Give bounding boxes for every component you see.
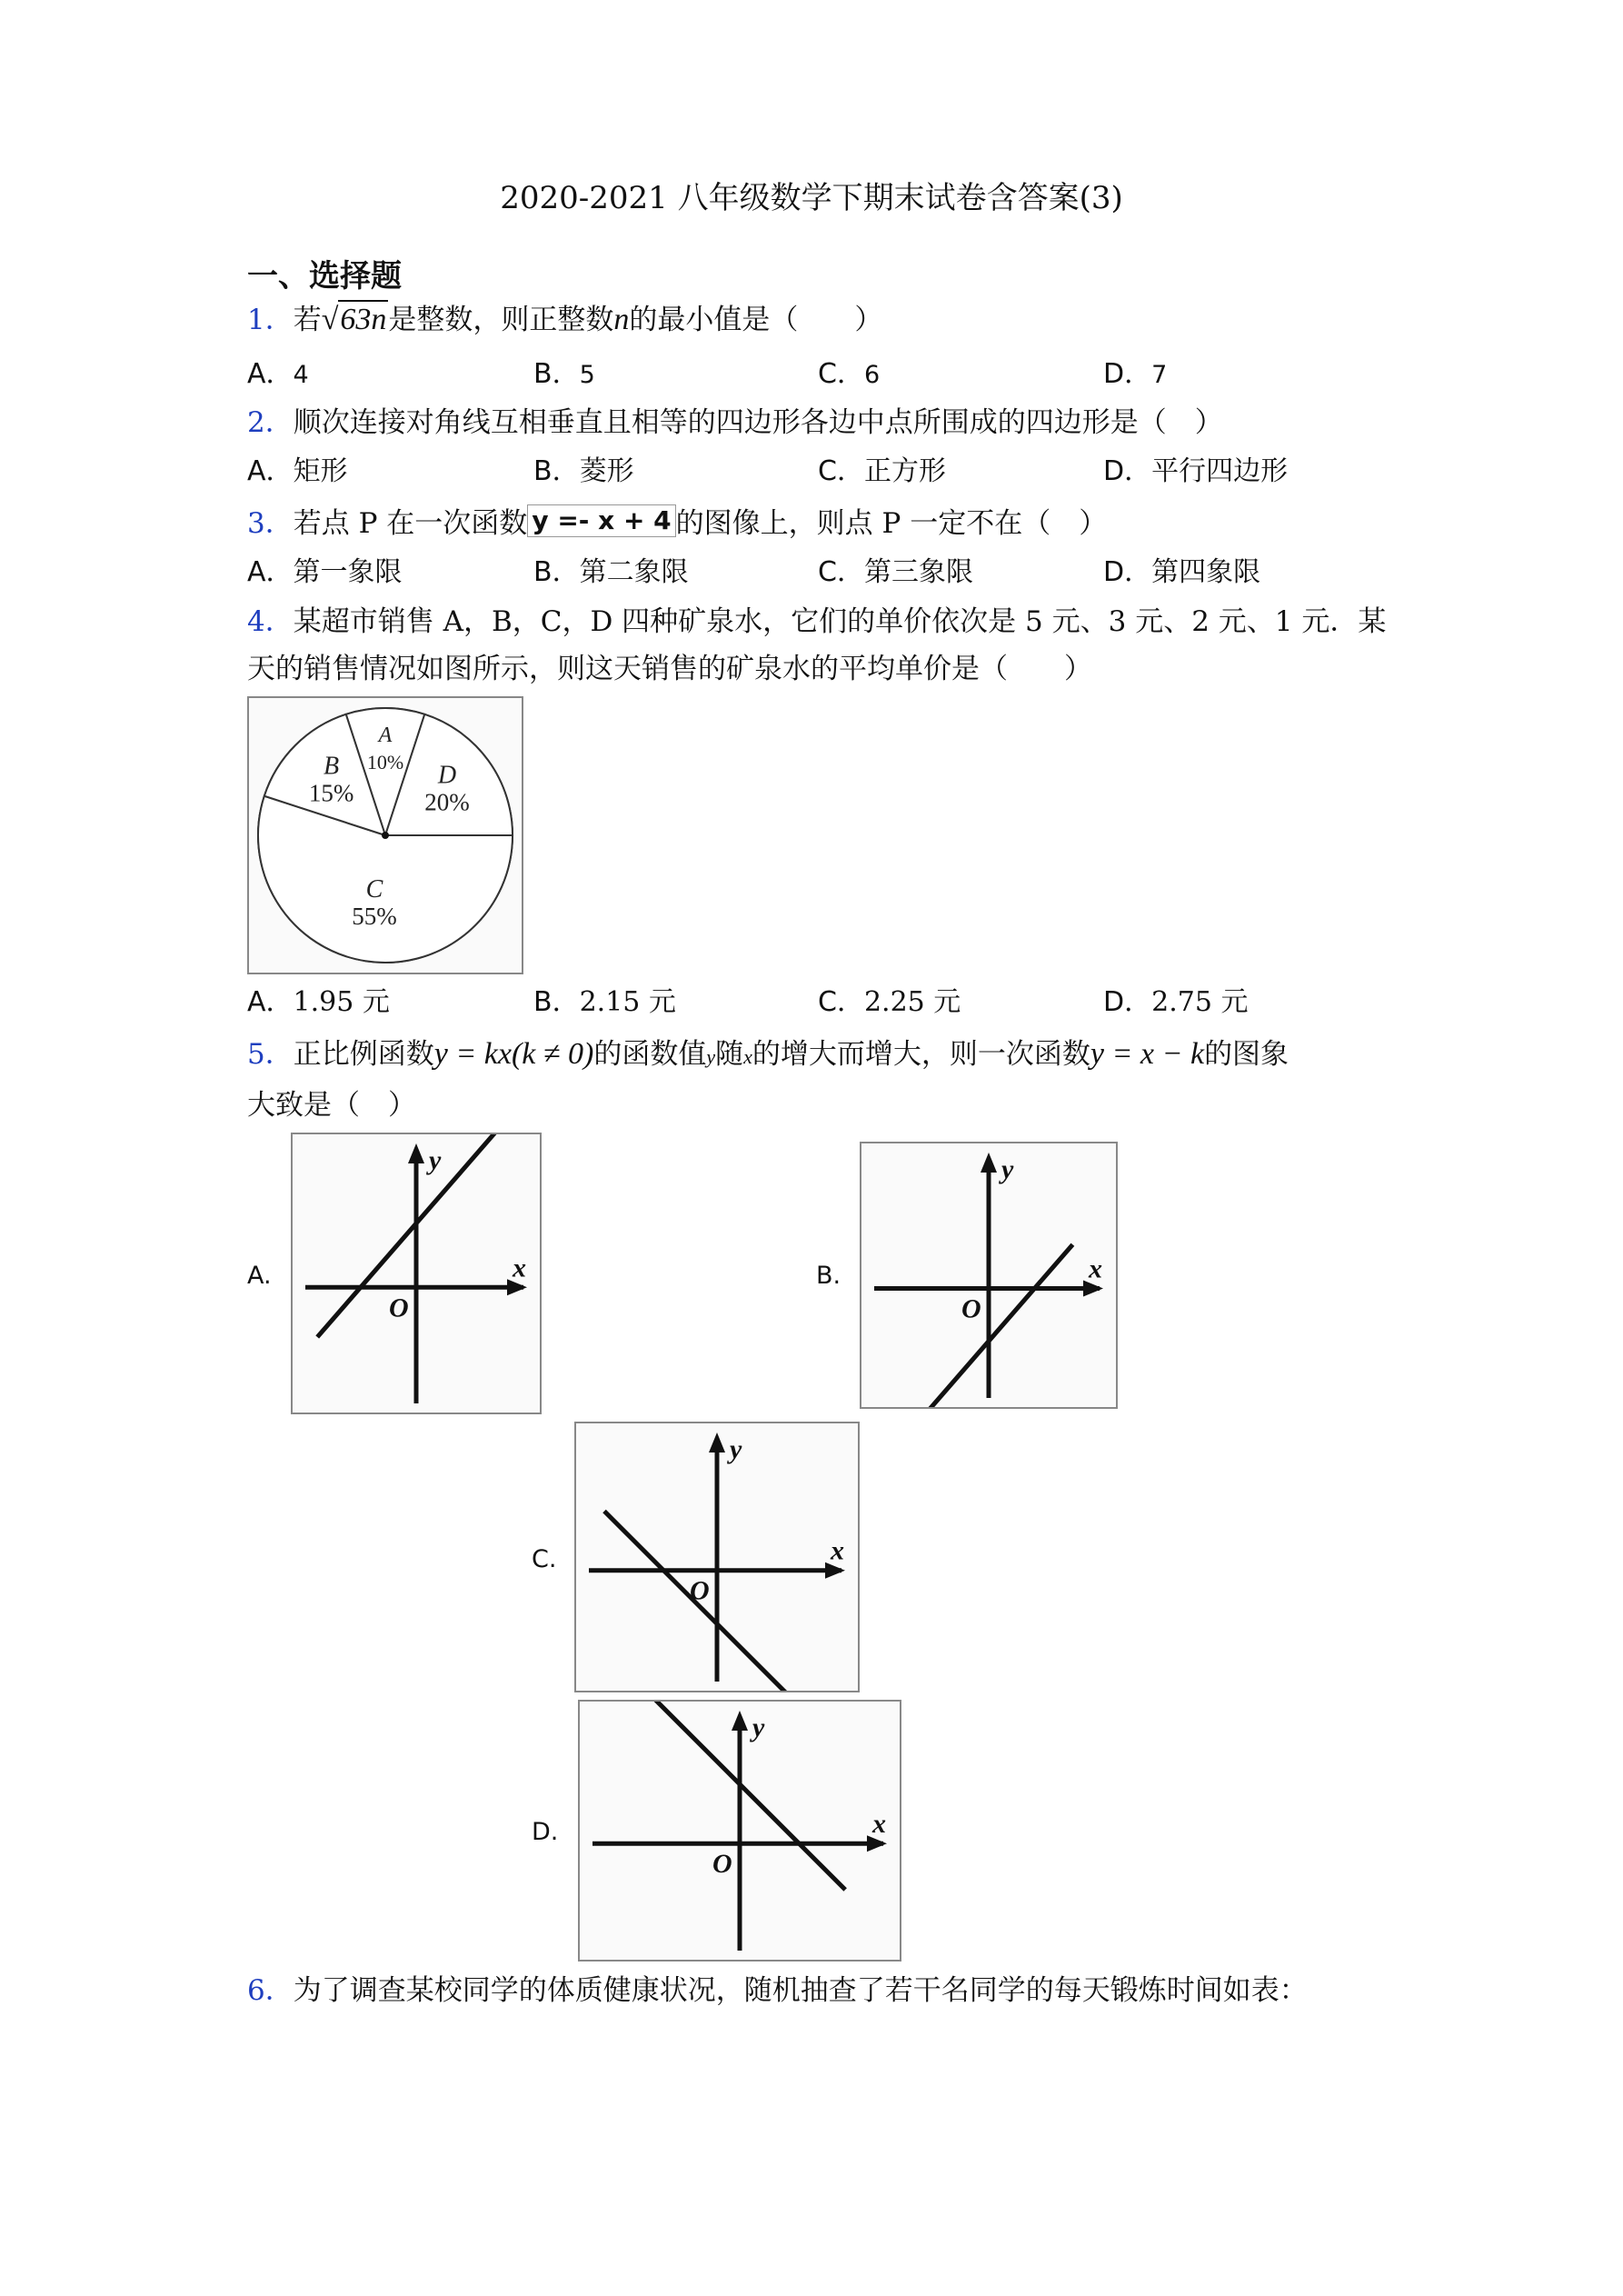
question-1: 1．若√63n是整数，则正整数n的最小值是（ ） <box>247 300 882 338</box>
pie-center-dot <box>382 832 389 839</box>
question-number: 3． <box>247 507 294 540</box>
q2-option-d: D．平行四边形 <box>1103 455 1289 487</box>
graph-option-b <box>860 1142 1118 1409</box>
graph-option-c-label: C. <box>532 1545 557 1573</box>
q1-option-b: B．5 <box>533 358 595 390</box>
y-axis-label: y <box>1001 1154 1014 1184</box>
x-axis-label: x <box>872 1809 886 1840</box>
graph-option-c <box>574 1422 860 1692</box>
origin-label: O <box>712 1849 732 1880</box>
pie-percent-b: 15% <box>308 779 354 807</box>
graph-d-plot <box>580 1702 900 1960</box>
q1-option-d: D．7 <box>1103 358 1168 390</box>
q2-option-a: A．矩形 <box>247 455 348 487</box>
question-number: 4． <box>247 605 294 638</box>
pie-percent-c: 55% <box>352 903 397 931</box>
q2-option-b: B．菱形 <box>533 455 634 487</box>
graph-option-a <box>291 1133 542 1414</box>
y-axis-arrow <box>408 1143 424 1163</box>
graph-a-plot <box>293 1134 540 1413</box>
question-text: 若 <box>293 304 322 336</box>
pie-percent-a: 10% <box>366 750 404 774</box>
question-number: 2． <box>247 406 294 439</box>
graph-option-d <box>578 1700 901 1962</box>
y-axis-arrow <box>981 1153 997 1173</box>
question-number: 6． <box>247 1974 294 2007</box>
q4-option-a: A．1.95 元 <box>247 986 390 1018</box>
graph-c-plot <box>576 1423 858 1691</box>
function-line <box>887 1244 1072 1407</box>
y-axis-label: y <box>730 1434 742 1464</box>
variable-x: x <box>743 1045 752 1068</box>
question-3: 3．若点 P 在一次函数 y =- x + 4 的图像上，则点 P 一定不在（ ） <box>247 505 1108 540</box>
function-expression-1: y = kx(k ≠ 0) <box>433 1037 594 1071</box>
q1-option-a: A．4 <box>247 358 309 390</box>
graph-option-d-label: D. <box>532 1818 559 1846</box>
variable-n: n <box>613 303 630 336</box>
question-text: 为了调查某校同学的体质健康状况，随机抽查了若干名同学的每天锻炼时间如表： <box>293 1974 1308 2007</box>
graph-option-b-label: B. <box>816 1262 841 1290</box>
q4-option-d: D．2.75 元 <box>1103 986 1249 1018</box>
page-title: 2020-2021 八年级数学下期末试卷含答案(3) <box>500 180 1123 216</box>
q3-option-c: C．第三象限 <box>818 556 973 588</box>
question-number: 5． <box>247 1038 294 1071</box>
q1-option-c: C．6 <box>818 358 881 390</box>
section-heading: 一、选择题 <box>247 258 402 294</box>
sqrt-expression: √63n <box>322 303 389 336</box>
pie-chart <box>249 698 522 973</box>
origin-label: O <box>961 1293 981 1324</box>
question-text: 顺次连接对角线互相垂直且相等的四边形各边中点所围成的四边形是（ ） <box>293 406 1223 439</box>
x-axis-label: x <box>831 1535 844 1566</box>
y-axis-arrow <box>732 1711 748 1731</box>
pie-label-d: D <box>437 761 457 790</box>
question-text: 若点 P 在一次函数 <box>293 507 528 540</box>
graph-option-a-label: A. <box>247 1262 272 1290</box>
pie-label-a: A <box>378 723 393 747</box>
q3-option-b: B．第二象限 <box>533 556 689 588</box>
equation-image: y =- x + 4 <box>527 504 675 537</box>
q4-option-c: C．2.25 元 <box>818 986 961 1018</box>
question-text: 某超市销售 A，B，C，D 四种矿泉水，它们的单价依次是 5 元、3 元、2 元、1 元．某 <box>293 605 1387 638</box>
y-axis-label: y <box>752 1712 765 1742</box>
origin-label: O <box>690 1575 710 1606</box>
y-axis-label: y <box>429 1145 442 1175</box>
question-5-line-2: 大致是（ ） <box>247 1089 416 1122</box>
question-number: 1． <box>247 304 294 336</box>
function-expression-2: y = x − k <box>1090 1037 1205 1071</box>
pie-label-b: B <box>324 752 340 781</box>
graph-b-plot <box>861 1143 1116 1407</box>
question-4-line-1 <box>247 604 1386 640</box>
x-axis-label: x <box>513 1253 526 1283</box>
question-4-line-2: 天的销售情况如图所示，则这天销售的矿泉水的平均单价是（ ） <box>247 653 1092 685</box>
q3-option-d: D．第四象限 <box>1103 556 1261 588</box>
variable-y: y <box>706 1045 716 1068</box>
question-5-line-1: 5．正比例函数y = kx(k ≠ 0)的函数值y随x的增大而增大，则一次函数y = x − k的图象 <box>247 1037 1289 1071</box>
q2-option-c: C．正方形 <box>818 455 946 487</box>
y-axis-arrow <box>709 1433 725 1452</box>
q3-option-a: A．第一象限 <box>247 556 403 588</box>
x-axis-label: x <box>1089 1253 1102 1284</box>
origin-label: O <box>389 1293 409 1323</box>
pie-chart-figure <box>247 696 523 974</box>
question-2 <box>247 404 1223 441</box>
pie-percent-d: 20% <box>424 788 470 816</box>
q4-option-b: B．2.15 元 <box>533 986 676 1018</box>
pie-label-c: C <box>365 875 383 904</box>
question-6 <box>247 1972 1308 2009</box>
